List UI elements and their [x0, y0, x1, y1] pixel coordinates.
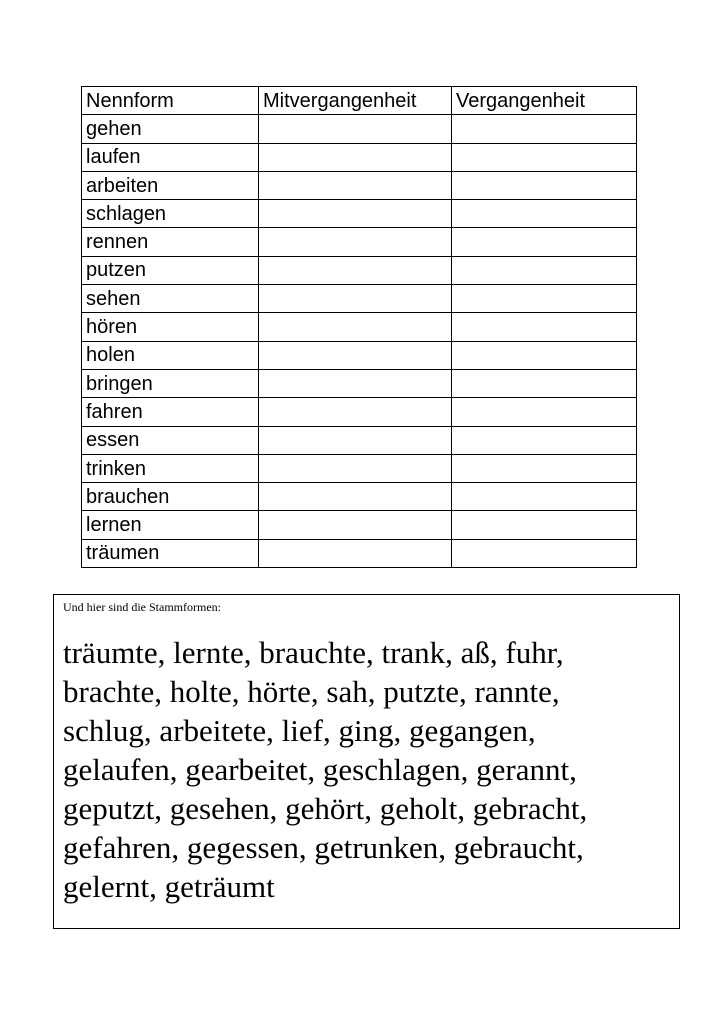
nennform-cell: holen	[82, 341, 259, 369]
stem-forms-line: brachte, holte, hörte, sah, putzte, rannte,	[63, 674, 560, 709]
table-header-row	[82, 87, 637, 115]
stem-forms-line: gelernt, geträumt	[63, 869, 275, 904]
mitvergangenheit-cell[interactable]	[259, 454, 452, 482]
vergangenheit-cell[interactable]	[452, 115, 637, 143]
nennform-cell: schlagen	[82, 200, 259, 228]
vergangenheit-cell[interactable]	[452, 313, 637, 341]
mitvergangenheit-cell[interactable]	[259, 115, 452, 143]
table-row	[82, 511, 637, 539]
table-row	[82, 369, 637, 397]
table-row	[82, 398, 637, 426]
mitvergangenheit-cell[interactable]	[259, 171, 452, 199]
table-row	[82, 256, 637, 284]
stem-forms-caption: Und hier sind die Stammformen:	[63, 600, 221, 614]
verb-table	[81, 86, 637, 568]
stem-forms-line: gefahren, gegessen, getrunken, gebraucht,	[63, 830, 584, 865]
vergangenheit-cell[interactable]	[452, 369, 637, 397]
mitvergangenheit-cell[interactable]	[259, 369, 452, 397]
table-row	[82, 313, 637, 341]
vergangenheit-cell[interactable]	[452, 200, 637, 228]
mitvergangenheit-cell[interactable]	[259, 228, 452, 256]
vergangenheit-cell[interactable]	[452, 539, 637, 567]
table-row	[82, 200, 637, 228]
mitvergangenheit-cell[interactable]	[259, 539, 452, 567]
table-row	[82, 171, 637, 199]
stem-forms-box	[53, 594, 680, 929]
vergangenheit-cell[interactable]	[452, 398, 637, 426]
vergangenheit-cell[interactable]	[452, 256, 637, 284]
vergangenheit-cell[interactable]	[452, 143, 637, 171]
vergangenheit-cell[interactable]	[452, 285, 637, 313]
mitvergangenheit-cell[interactable]	[259, 285, 452, 313]
table-row	[82, 454, 637, 482]
vergangenheit-cell[interactable]	[452, 341, 637, 369]
vergangenheit-cell[interactable]	[452, 171, 637, 199]
nennform-cell: arbeiten	[82, 171, 259, 199]
table-row	[82, 483, 637, 511]
vergangenheit-cell[interactable]	[452, 454, 637, 482]
nennform-cell: rennen	[82, 228, 259, 256]
nennform-cell: putzen	[82, 256, 259, 284]
table-row	[82, 115, 637, 143]
mitvergangenheit-cell[interactable]	[259, 143, 452, 171]
nennform-cell: sehen	[82, 285, 259, 313]
table-row	[82, 143, 637, 171]
mitvergangenheit-cell[interactable]	[259, 256, 452, 284]
stem-forms-line: gelaufen, gearbeitet, geschlagen, gerannt,	[63, 752, 577, 787]
stem-forms-line: träumte, lernte, brauchte, trank, aß, fuhr,	[63, 635, 564, 670]
nennform-cell: fahren	[82, 398, 259, 426]
nennform-cell: trinken	[82, 454, 259, 482]
nennform-cell: lernen	[82, 511, 259, 539]
vergangenheit-cell[interactable]	[452, 426, 637, 454]
mitvergangenheit-cell[interactable]	[259, 398, 452, 426]
vergangenheit-cell[interactable]	[452, 483, 637, 511]
header-nennform: Nennform	[82, 87, 259, 115]
nennform-cell: gehen	[82, 115, 259, 143]
table-row	[82, 426, 637, 454]
stem-forms-line: schlug, arbeitete, lief, ging, gegangen,	[63, 713, 536, 748]
nennform-cell: essen	[82, 426, 259, 454]
mitvergangenheit-cell[interactable]	[259, 511, 452, 539]
mitvergangenheit-cell[interactable]	[259, 341, 452, 369]
nennform-cell: brauchen	[82, 483, 259, 511]
nennform-cell: laufen	[82, 143, 259, 171]
stem-forms-text	[63, 633, 663, 906]
mitvergangenheit-cell[interactable]	[259, 200, 452, 228]
mitvergangenheit-cell[interactable]	[259, 313, 452, 341]
nennform-cell: träumen	[82, 539, 259, 567]
stem-forms-line: geputzt, gesehen, gehört, geholt, gebracht,	[63, 791, 588, 826]
table-row	[82, 285, 637, 313]
table-row	[82, 341, 637, 369]
vergangenheit-cell[interactable]	[452, 511, 637, 539]
header-mitvergangenheit: Mitvergangenheit	[259, 87, 452, 115]
header-vergangenheit: Vergangenheit	[452, 87, 637, 115]
table-row	[82, 539, 637, 567]
table-row	[82, 228, 637, 256]
nennform-cell: hören	[82, 313, 259, 341]
nennform-cell: bringen	[82, 369, 259, 397]
mitvergangenheit-cell[interactable]	[259, 483, 452, 511]
mitvergangenheit-cell[interactable]	[259, 426, 452, 454]
vergangenheit-cell[interactable]	[452, 228, 637, 256]
